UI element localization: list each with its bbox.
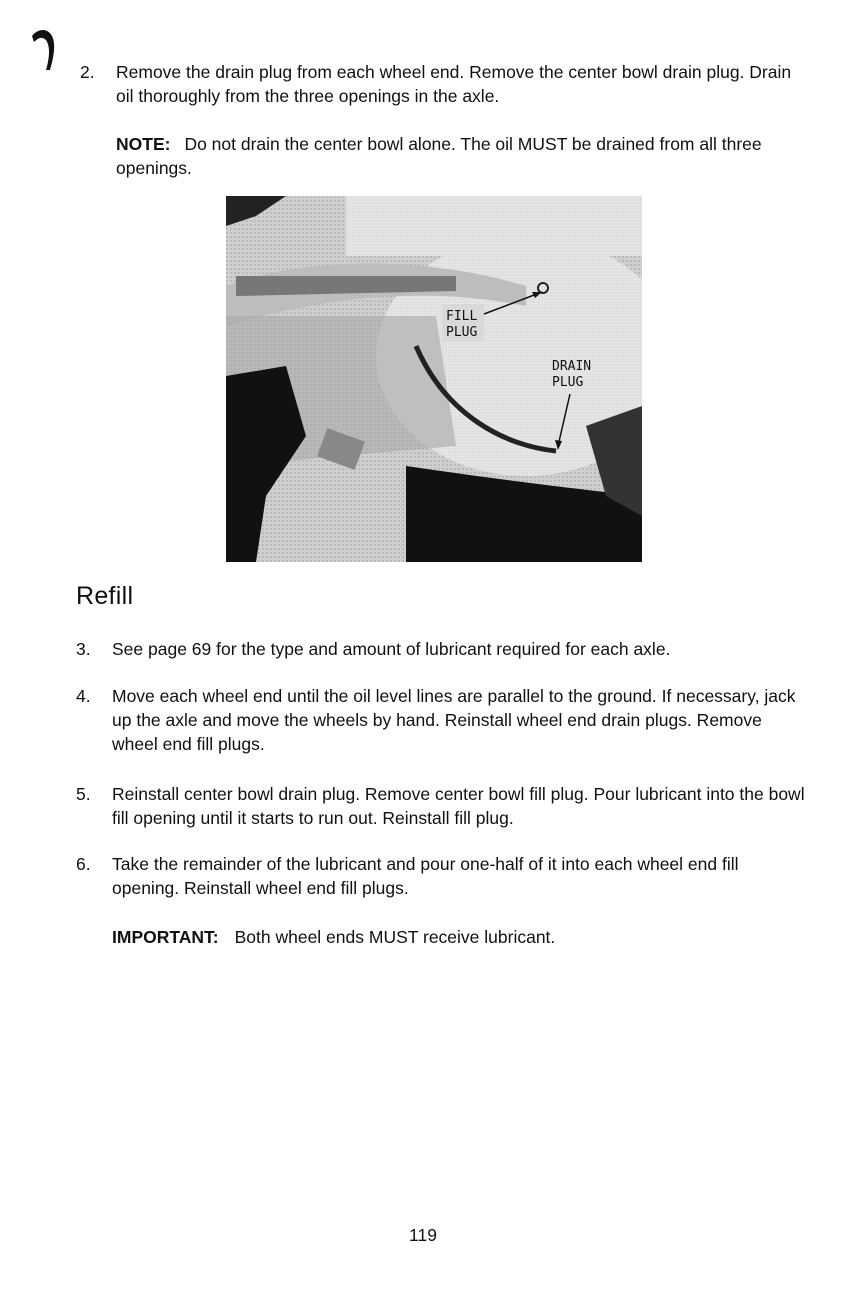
step-text: Take the remainder of the lubricant and pour one-half of it into each wheel end fill opening. Reinstall wheel end fill plugs. bbox=[112, 854, 739, 898]
step-number: 4. bbox=[76, 686, 91, 706]
section-heading-refill: Refill bbox=[76, 582, 134, 610]
note bbox=[116, 132, 806, 180]
step-2 bbox=[80, 60, 810, 108]
step-text: Move each wheel end until the oil level lines are parallel to the ground. If necessary, jack up the axle and move the wheels by hand. Reinstall wheel end drain plugs. Remove wheel end fill plugs. bbox=[112, 686, 796, 754]
drain-plug-label-line1: DRAIN bbox=[552, 359, 592, 374]
step-text: See page 69 for the type and amount of lubricant required for each axle. bbox=[112, 639, 671, 659]
axle-illustration bbox=[226, 196, 642, 562]
step-5 bbox=[76, 782, 806, 830]
note-label: NOTE: bbox=[116, 134, 171, 154]
fill-plug-label-line2: PLUG bbox=[446, 325, 478, 340]
step-number: 3. bbox=[76, 639, 91, 659]
step-number: 2. bbox=[80, 62, 95, 82]
step-number: 6. bbox=[76, 854, 91, 874]
step-3 bbox=[76, 637, 806, 661]
drain-plug-label-line2: PLUG bbox=[552, 375, 584, 390]
axle-photo bbox=[226, 196, 642, 562]
step-text: Reinstall center bowl drain plug. Remove center bowl fill plug. Pour lubricant into the bowl fill opening until it starts to run out. Reinstall fill plug. bbox=[112, 784, 805, 828]
fill-plug-label-line1: FILL bbox=[446, 309, 478, 324]
step-4 bbox=[76, 684, 806, 756]
step-number: 5. bbox=[76, 784, 91, 804]
page-corner-mark bbox=[30, 26, 56, 80]
note-text: Do not drain the center bowl alone. The oil MUST be drained from all three openings. bbox=[116, 134, 762, 178]
page-number: 119 bbox=[409, 1225, 437, 1245]
step-text: Remove the drain plug from each wheel end. Remove the center bowl drain plug. Drain oil thoroughly from the three openings in the axle. bbox=[116, 62, 792, 106]
step-6 bbox=[76, 852, 806, 900]
important-label: IMPORTANT: bbox=[112, 927, 219, 947]
important-note bbox=[112, 925, 802, 949]
important-text: Both wheel ends MUST receive lubricant. bbox=[234, 927, 556, 947]
